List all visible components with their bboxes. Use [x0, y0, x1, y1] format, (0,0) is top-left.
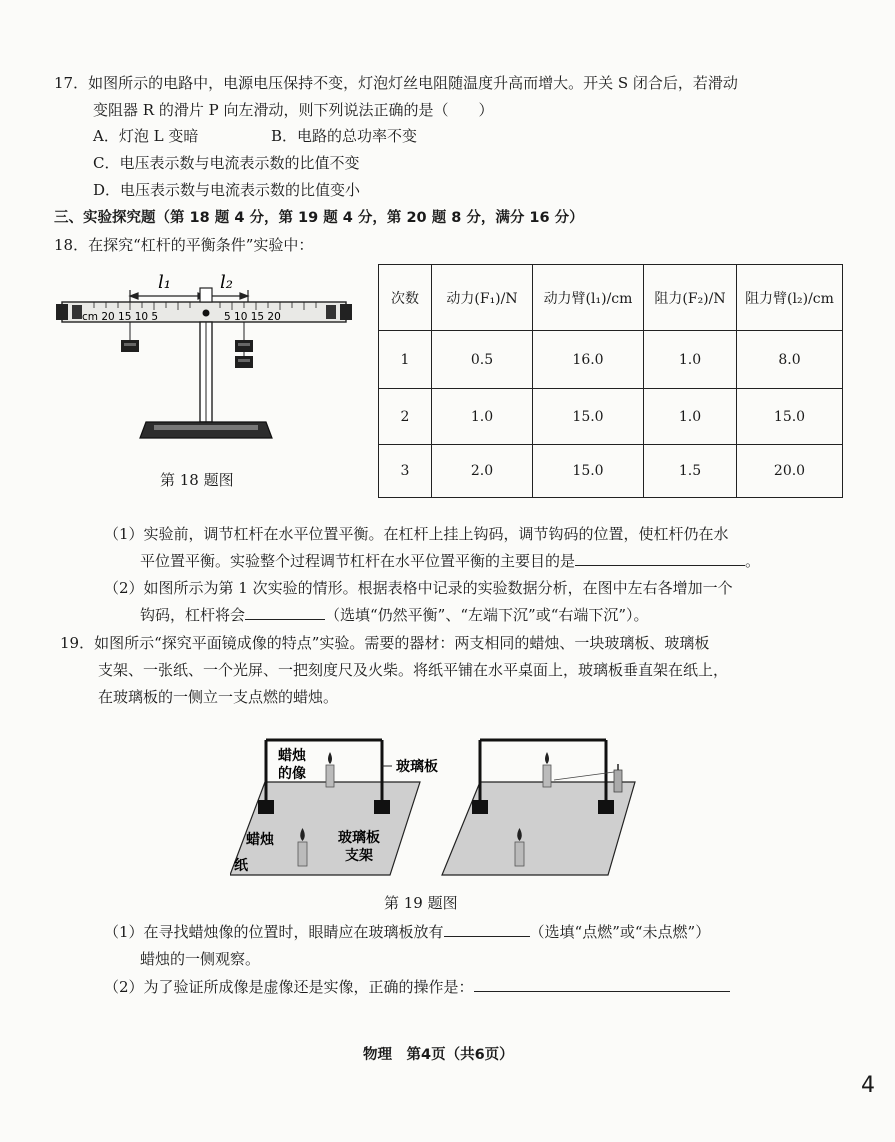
ruler-labels-right: 5 10 15 20: [224, 311, 281, 323]
q19-sub1-text: （1）在寻找蜡烛像的位置时，眼睛应在玻璃板放有: [104, 923, 444, 941]
figure-19-caption: 第 19 题图: [384, 894, 458, 912]
cell: 2.0: [432, 445, 533, 498]
q18-sub2-answer-blank[interactable]: [245, 605, 325, 620]
q19-line3: 在玻璃板的一侧立一支点燃的蜡烛。: [98, 688, 339, 706]
q18-sub2-line2: [140, 604, 649, 625]
q19-sub1-answer-blank[interactable]: [444, 922, 530, 937]
q18-sub2-options: （选填“仍然平衡”、“左端下沉”或“右端下沉”）。: [325, 606, 649, 624]
cell: 1.0: [432, 389, 533, 445]
table-header-row: [379, 265, 843, 331]
lever-figure: [54, 262, 354, 452]
q18-sub2-line1: （2）如图所示为第 1 次实验的情形。根据表格中记录的实验数据分析，在图中左右各增加一个: [104, 579, 733, 597]
left-stand-right: [374, 800, 390, 814]
q17-line2: 变阻器 R 的滑片 P 向左滑动，则下列说法正确的是（ ）: [93, 101, 494, 119]
mirror-experiment-figure: [230, 730, 650, 880]
label-glass-plate: 玻璃板: [396, 759, 438, 775]
q18-sub1-end: 。: [745, 552, 761, 570]
label-l2: l₂: [220, 272, 233, 293]
cell: 1.0: [644, 389, 737, 445]
left-stand-left: [258, 800, 274, 814]
cell: 1: [379, 331, 432, 389]
q18-stem: 18．在探究“杠杆的平衡条件”实验中：: [54, 236, 314, 254]
header-effort-arm: 动力臂(l₁)/cm: [533, 265, 644, 331]
q19-sub2-answer-blank[interactable]: [474, 977, 730, 992]
figure-18-caption: 第 18 题图: [160, 471, 234, 489]
page-number: 4: [861, 1073, 875, 1098]
header-effort-force: 动力(F₁)/N: [432, 265, 533, 331]
q19-sub2-text: （2）为了验证所成像是虚像还是实像，正确的操作是：: [104, 978, 474, 996]
q19-sub1-line1: [104, 921, 710, 942]
q17-option-a: A．灯泡 L 变暗: [93, 127, 199, 145]
header-load-arm: 阻力臂(l₂)/cm: [737, 265, 843, 331]
header-load-force: 阻力(F₂)/N: [644, 265, 737, 331]
q17-option-c: C．电压表示数与电流表示数的比值不变: [93, 154, 360, 172]
cell: 1.0: [644, 331, 737, 389]
cell: 1.5: [644, 445, 737, 498]
cell: 15.0: [533, 389, 644, 445]
ruler-labels-left: cm 20 15 10 5: [82, 311, 159, 323]
experiment-data-table: [378, 264, 843, 498]
cell: 2: [379, 389, 432, 445]
cell: 20.0: [737, 445, 843, 498]
table-row: [379, 389, 843, 445]
q19-sub2-line: [104, 976, 730, 997]
q18-sub1-text: 平位置平衡。实验整个过程调节杠杆在水平位置平衡的主要目的是: [140, 552, 576, 570]
cell: 3: [379, 445, 432, 498]
right-stand-left: [472, 800, 488, 814]
right-weights: [235, 322, 253, 368]
cell: 15.0: [737, 389, 843, 445]
header-trial: 次数: [379, 265, 432, 331]
table-row: [379, 331, 843, 389]
page-footer: 物理 第4页（共6页）: [363, 1047, 514, 1063]
q18-sub1-line1: （1）实验前，调节杠杆在水平位置平衡。在杠杆上挂上钩码，调节钩码的位置，使杠杆仍在水: [104, 525, 729, 543]
cell: 8.0: [737, 331, 843, 389]
label-stand-1: 玻璃板: [338, 830, 380, 846]
label-l1: l₁: [158, 272, 171, 293]
q17-option-b: B．电路的总功率不变: [271, 127, 418, 145]
q18-sub1-line2: [140, 550, 760, 571]
q19-line1: 19．如图所示“探究平面镜成像的特点”实验。需要的器材：两支相同的蜡烛、一块玻璃板、玻璃板: [60, 634, 710, 652]
cell: 15.0: [533, 445, 644, 498]
q17-line1: 17．如图所示的电路中，电源电压保持不变，灯泡灯丝电阻随温度升高而增大。开关 S 闭合后，若滑动: [54, 74, 738, 92]
left-paper: [230, 782, 420, 875]
q18-sub2-text: 钩码，杠杆将会: [140, 606, 246, 624]
table-row: [379, 445, 843, 498]
pivot-point: [203, 310, 210, 317]
candle-image: [326, 752, 334, 787]
q17-option-d: D．电压表示数与电流表示数的比值变小: [93, 181, 361, 199]
q19-sub1-options: （选填“点燃”或“未点燃”）: [529, 923, 711, 941]
label-stand-2: 支架: [345, 848, 373, 864]
section-heading: 三、实验探究题（第 18 题 4 分，第 19 题 4 分，第 20 题 8 分，满分 16 分）: [54, 210, 584, 226]
q19-line2: 支架、一张纸、一个光屏、一把刻度尺及火柴。将纸平铺在水平桌面上，玻璃板垂直架在纸上，: [98, 661, 729, 679]
cell: 0.5: [432, 331, 533, 389]
right-candle-image: [543, 752, 551, 787]
label-candle: 蜡烛: [246, 832, 274, 848]
label-candle-image-1: 蜡烛: [278, 748, 306, 764]
left-weights: [121, 322, 139, 352]
label-paper: 纸: [234, 858, 248, 874]
cell: 16.0: [533, 331, 644, 389]
q19-sub1-line2: 蜡烛的一侧观察。: [140, 950, 261, 968]
right-stand-right: [598, 800, 614, 814]
label-candle-image-2: 的像: [278, 766, 306, 782]
q18-sub1-answer-blank[interactable]: [575, 551, 745, 566]
